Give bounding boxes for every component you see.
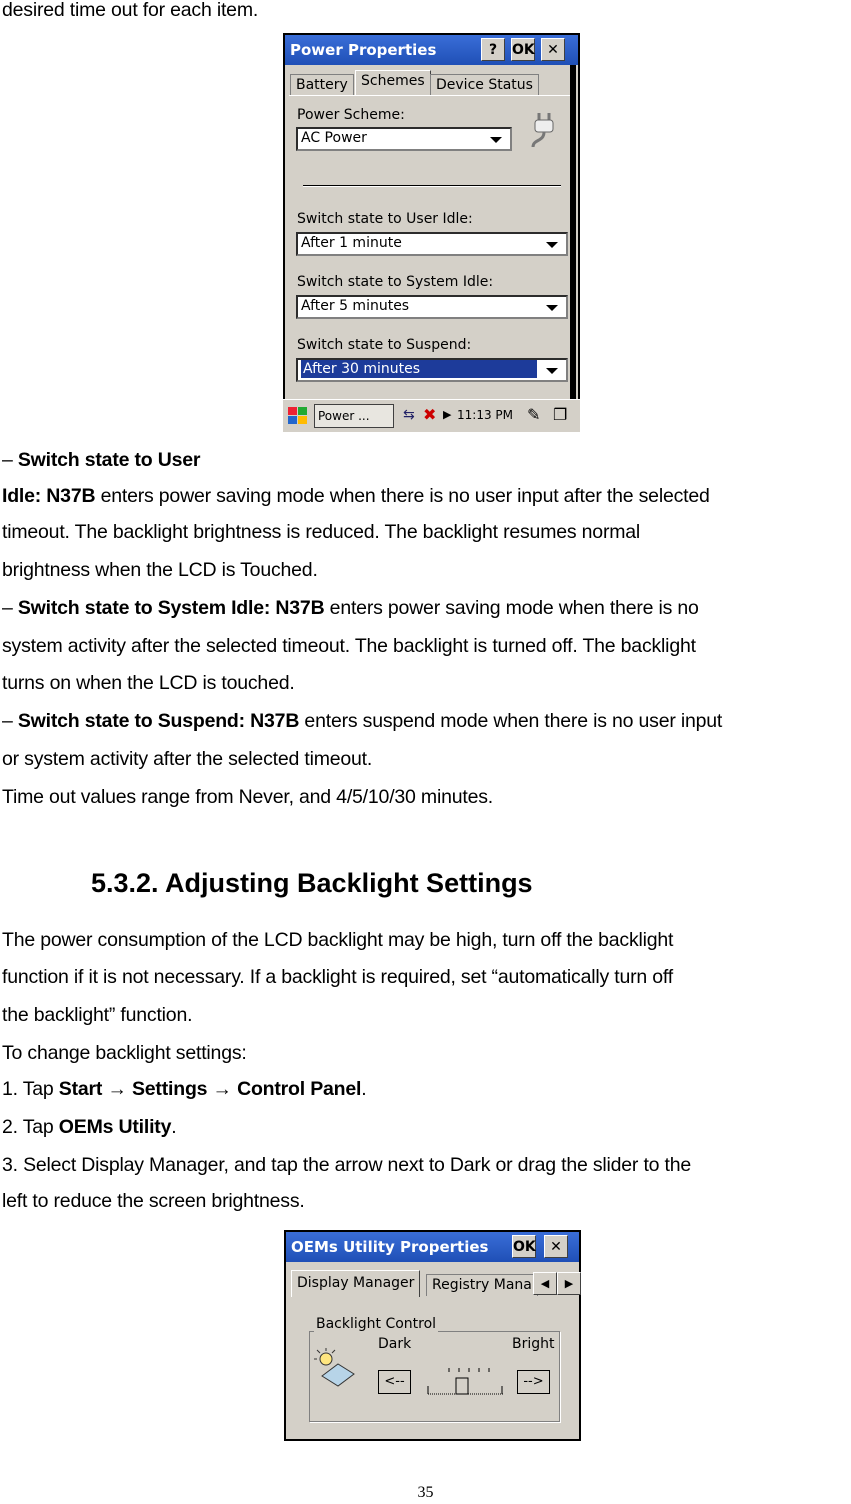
step-1: 1. Tap Start → Settings → Control Panel. bbox=[2, 1078, 367, 1100]
timeout-range: Time out values range from Never, and 4/5/10/30 minutes. bbox=[2, 786, 494, 808]
tab-scroll-right-icon[interactable]: ▶ bbox=[557, 1272, 581, 1295]
scrollbar[interactable] bbox=[570, 65, 576, 399]
backlight-bulb-icon bbox=[314, 1348, 360, 1390]
backlight-para-line-1: The power consumption of the LCD backlight may be high, turn off the backlight bbox=[2, 929, 674, 951]
tab-registry-manager[interactable]: Registry Mana bbox=[426, 1274, 538, 1296]
backlight-para-line-3: the backlight” function. bbox=[2, 1004, 193, 1026]
suspend-value: After 30 minutes bbox=[301, 360, 537, 378]
dark-label: Dark bbox=[378, 1336, 412, 1352]
user-idle-select[interactable] bbox=[296, 232, 568, 256]
brightness-slider[interactable] bbox=[426, 1364, 506, 1404]
system-idle-line-3: turns on when the LCD is touched. bbox=[2, 672, 295, 694]
tab-scroll-left-icon[interactable]: ◀ bbox=[533, 1272, 557, 1295]
system-idle-line-2: system activity after the selected timeout. The backlight is turned off. The backlight bbox=[2, 635, 696, 657]
taskbar-item-label: Power ... bbox=[318, 409, 370, 423]
ok-button[interactable]: OK bbox=[512, 1235, 536, 1258]
taskbar-item-power[interactable] bbox=[314, 404, 394, 428]
help-button[interactable]: ? bbox=[481, 38, 505, 61]
taskbar bbox=[283, 399, 580, 432]
power-scheme-select[interactable] bbox=[296, 127, 512, 151]
step-2: 2. Tap OEMs Utility. bbox=[2, 1116, 177, 1138]
start-icon[interactable] bbox=[287, 406, 309, 426]
backlight-intro: To change backlight settings: bbox=[2, 1042, 247, 1064]
power-properties-window bbox=[283, 33, 580, 401]
oems-utility-window bbox=[284, 1230, 581, 1441]
chevron-down-icon bbox=[546, 305, 558, 311]
user-idle-label: Switch state to User Idle: bbox=[297, 211, 473, 227]
pen-icon[interactable]: ✎ bbox=[527, 405, 541, 424]
suspend-line-1: – Switch state to Suspend: N37B enters suspend mode when there is no user input bbox=[2, 710, 723, 732]
window-title: Power Properties bbox=[290, 41, 437, 59]
title-bar bbox=[286, 1232, 579, 1262]
intro-text: desired time out for each item. bbox=[2, 0, 259, 21]
darker-button[interactable]: <-- bbox=[378, 1370, 411, 1394]
window-title: OEMs Utility Properties bbox=[291, 1238, 489, 1256]
suspend-select[interactable] bbox=[296, 358, 568, 382]
tab-battery[interactable]: Battery bbox=[290, 74, 354, 96]
tab-display-manager[interactable]: Display Manager bbox=[291, 1270, 420, 1297]
suspend-label: Switch state to Suspend: bbox=[297, 337, 472, 353]
system-idle-value: After 5 minutes bbox=[301, 298, 410, 314]
section-heading: 5.3.2. Adjusting Backlight Settings bbox=[91, 868, 533, 898]
tab-device-status[interactable]: Device Status bbox=[430, 74, 539, 96]
system-idle-line-1: – Switch state to System Idle: N37B enters power saving mode when there is no bbox=[2, 597, 699, 619]
power-scheme-value: AC Power bbox=[301, 130, 367, 146]
close-button[interactable]: ✕ bbox=[544, 1235, 568, 1258]
page-number: 35 bbox=[417, 1484, 434, 1501]
step-3-line-1: 3. Select Display Manager, and tap the arrow next to Dark or drag the slider to the bbox=[2, 1154, 692, 1176]
user-idle-line-3: brightness when the LCD is Touched. bbox=[2, 559, 318, 581]
close-button[interactable]: ✕ bbox=[541, 38, 565, 61]
tray-arrow-icon[interactable]: ▶ bbox=[443, 408, 452, 421]
tab-schemes[interactable]: Schemes bbox=[355, 70, 431, 95]
chevron-down-icon bbox=[546, 368, 558, 374]
step-3-line-2: left to reduce the screen brightness. bbox=[2, 1190, 305, 1212]
ok-button[interactable]: OK bbox=[511, 38, 535, 61]
bright-label: Bright bbox=[512, 1336, 555, 1352]
group-label: Backlight Control bbox=[316, 1316, 437, 1332]
windows-icon[interactable]: ❐ bbox=[553, 405, 568, 424]
power-scheme-label: Power Scheme: bbox=[297, 107, 405, 123]
backlight-para-line-2: function if it is not necessary. If a backlight is required, set “automatically turn off bbox=[2, 966, 674, 988]
user-idle-line-2: timeout. The backlight brightness is reduced. The backlight resumes normal bbox=[2, 521, 641, 543]
brighter-button[interactable]: --> bbox=[517, 1370, 550, 1394]
chevron-down-icon bbox=[490, 137, 502, 143]
clock: 11:13 PM bbox=[457, 408, 513, 422]
disconnected-icon[interactable]: ✖ bbox=[423, 405, 437, 424]
user-idle-heading: – Switch state to User bbox=[2, 449, 201, 471]
title-bar bbox=[285, 35, 578, 65]
user-idle-line-1: Idle: N37B enters power saving mode when there is no user input after the selected bbox=[2, 485, 710, 507]
system-idle-label: Switch state to System Idle: bbox=[297, 274, 494, 290]
user-idle-value: After 1 minute bbox=[301, 235, 402, 251]
system-idle-select[interactable] bbox=[296, 295, 568, 319]
plug-icon bbox=[529, 109, 559, 151]
divider bbox=[303, 185, 561, 187]
chevron-down-icon bbox=[546, 242, 558, 248]
power-properties-screenshot bbox=[283, 33, 580, 431]
suspend-line-2: or system activity after the selected timeout. bbox=[2, 748, 373, 770]
network-icon[interactable]: ⇆ bbox=[403, 407, 415, 423]
